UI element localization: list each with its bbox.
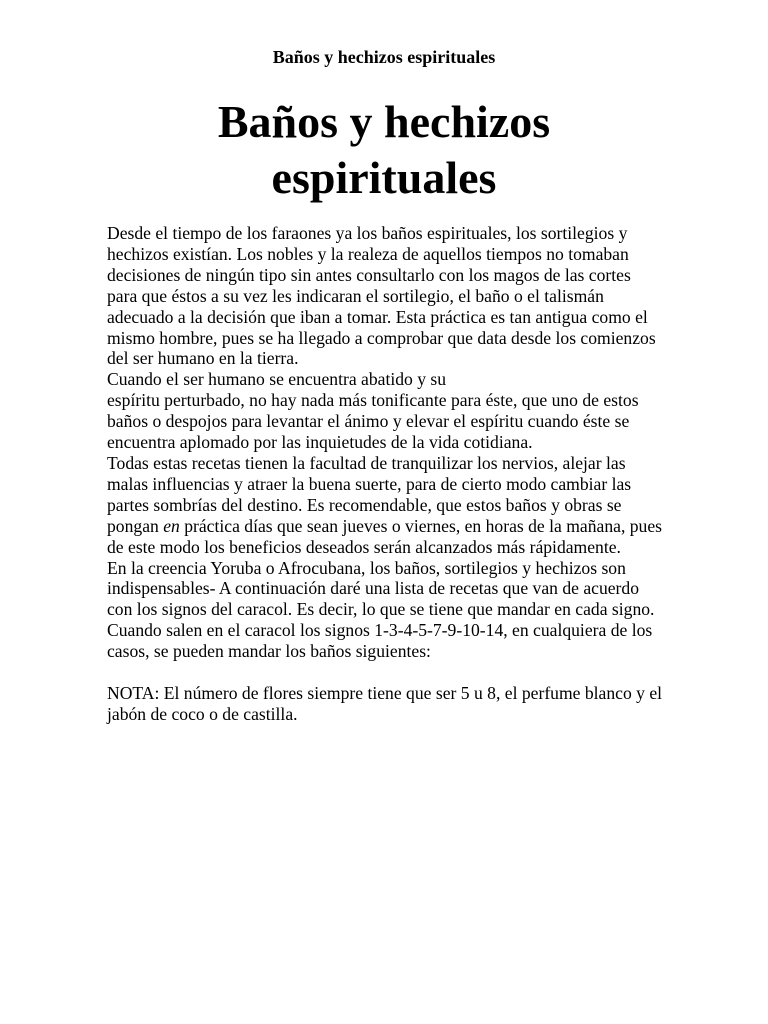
paragraph-abatido [107,369,663,453]
paragraph-gap [107,662,663,683]
paragraph-recetas-start: Todas estas recetas tienen la facultad de tranquilizar los nervios, alejar las malas influencias y atraer la buena suerte, para de cierto modo cambiar las partes sombrías del destino. Es recomendable, que estos baños y obras se pongan [107,452,632,536]
document-body [107,223,663,725]
paragraph-caracol: Cuando salen en el caracol los signos 1-3-4-5-7-9-10-14, en cualquiera de los casos, se pueden mandar los baños siguientes: [107,620,653,662]
paragraph-faraones: Desde el tiempo de los faraones ya los baños espirituales, los sortilegios y hechizos existían. Los nobles y la realeza de aquellos tiempos no tomaban decisiones de ningún tipo sin antes consultarlo con los magos de las cortes para que éstos a su vez les indicaran el sortilegio, el baño o el talismán adecuado a la decisión que iban a tomar. Esta práctica es tan antigua como el mismo hombre, pues se ha llegado a comprobar que data desde los comienzos del ser humano en la tierra. [107,223,656,369]
document-title-line-1: Baños y hechizos [217,96,551,147]
paragraph-recetas-italic-word: en [163,515,180,536]
document-title-line-2: espirituales [271,152,497,203]
paragraph-recetas [107,453,663,558]
paragraph-recetas-end: práctica días que sean jueves o viernes, en horas de la mañana, pues de este modo los beneficios deseados serán alcanzados más rápidamente. [107,515,662,557]
note-paragraph: NOTA: El número de flores siempre tiene que ser 5 u 8, el perfume blanco y el jabón de coco o de castilla. [107,682,663,724]
paragraph-abatido-line-1: Cuando el ser humano se encuentra abatido y su [107,369,447,390]
paragraph-abatido-rest: espíritu perturbado, no hay nada más tonificante para éste, que uno de estos baños o despojos para levantar el ánimo y elevar el espíritu cuando éste se encuentra aplomado por las inquietudes de la vida cotidiana. [107,390,639,453]
running-header: Baños y hechizos espirituales [272,47,496,67]
document-title [120,94,648,206]
paragraph-yoruba: En la creencia Yoruba o Afrocubana, los baños, sortilegios y hechizos son indispensables- A continuación daré una lista de recetas que van de acuerdo con los signos del caracol. Es decir, lo que se tiene que mandar en cada signo. [107,557,655,620]
